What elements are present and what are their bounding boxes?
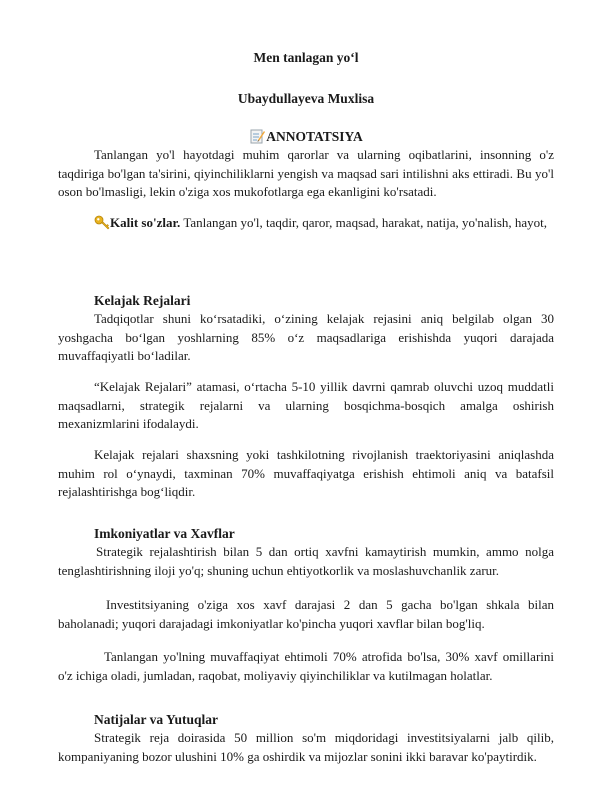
keywords-label: Kalit so'zlar. — [110, 215, 181, 230]
memo-icon — [249, 128, 265, 144]
annotation-heading-text: ANNOTATSIYA — [266, 129, 363, 144]
section-paragraph: Tanlangan yo'lning muvaffaqiyat ehtimoli 70% atrofida bo'lsa, 30% xavf omillarini o'z ichiga oladi, jumladan, raqobat, moliyaviy qiyinchiliklar va kutilmagan holatlar. — [58, 649, 554, 683]
section-paragraph: “Kelajak Rejalari” atamasi, o‘rtacha 5-10 yillik davrni qamrab oluvchi uzoq muddatli maqsadlarni, strategik rejalarni va ularning bosqichma-bosqich amalga oshirish mexanizmlarini ifodalaydi. — [58, 379, 554, 432]
section-paragraph: Strategik rejalashtirish bilan 5 dan ortiq xavfni kamaytirish mumkin, ammo nolga tenglashtirishning iloji yo'q; shuning uchun ehtiyotkorlik va moslashuvchanlik zarur. — [58, 544, 554, 578]
section-paragraph: Investitsiyaning o'ziga xos xavf darajasi 2 dan 5 gacha bo'lgan shkala bilan baholanadi; yuqori darajadagi imkoniyatlar ko'pincha yuqori xavflar bilan bog'liq. — [58, 597, 554, 631]
section-paragraph: Tadqiqotlar shuni ko‘rsatadiki, o‘zining kelajak rejasini aniq belgilab olgan 30 yoshgacha bo‘lgan yoshlarning 85% o‘z maqsadlariga erishishda yuqori darajada muvaffaqiyatli bo‘ladilar. — [58, 311, 554, 364]
section-paragraph: Strategik reja doirasida 50 million so'm miqdoridagi investitsiyalarni jalb qilib, kompaniyaning bozor ulushini 10% ga oshirdik va mijozlar sonini ikki baravar ko'paytirdik. — [58, 730, 554, 764]
keywords-paragraph — [58, 214, 554, 233]
key-icon — [94, 214, 110, 230]
annotation-text: Tanlangan yo'l hayotdagi muhim qarorlar va ularning oqibatlarini, insonning o'z taqdiriga bo'lgan ta'sirini, qiyinchiliklarni yengish va maqsad sari intilishni aks ettiradi. Bu yo'l oson bo'lmasligi, lekin o'ziga xos mukofotlarga ega ekanligini ko'rsatadi. — [58, 147, 554, 200]
section-heading: Natijalar va Yutuqlar — [94, 712, 219, 727]
annotation-heading — [0, 128, 612, 145]
keywords-text: Tanlangan yo'l, taqdir, qaror, maqsad, harakat, natija, yo'nalish, hayot, — [183, 215, 548, 230]
section-heading: Kelajak Rejalari — [94, 293, 191, 308]
author-name: Ubaydullayeva Muxlisa — [237, 91, 375, 106]
paper-title: Men tanlagan yo‘l — [253, 50, 359, 65]
section-heading: Imkoniyatlar va Xavflar — [94, 526, 235, 541]
section-paragraph: Kelajak rejalari shaxsning yoki tashkilotning rivojlanish traektoriyasini aniqlashda muhim rol o‘ynaydi, taxminan 70% muvaffaqiyatga erishish ehtimoli aniq va batafsil rejalashtirishga bog‘liqdir. — [58, 447, 554, 500]
